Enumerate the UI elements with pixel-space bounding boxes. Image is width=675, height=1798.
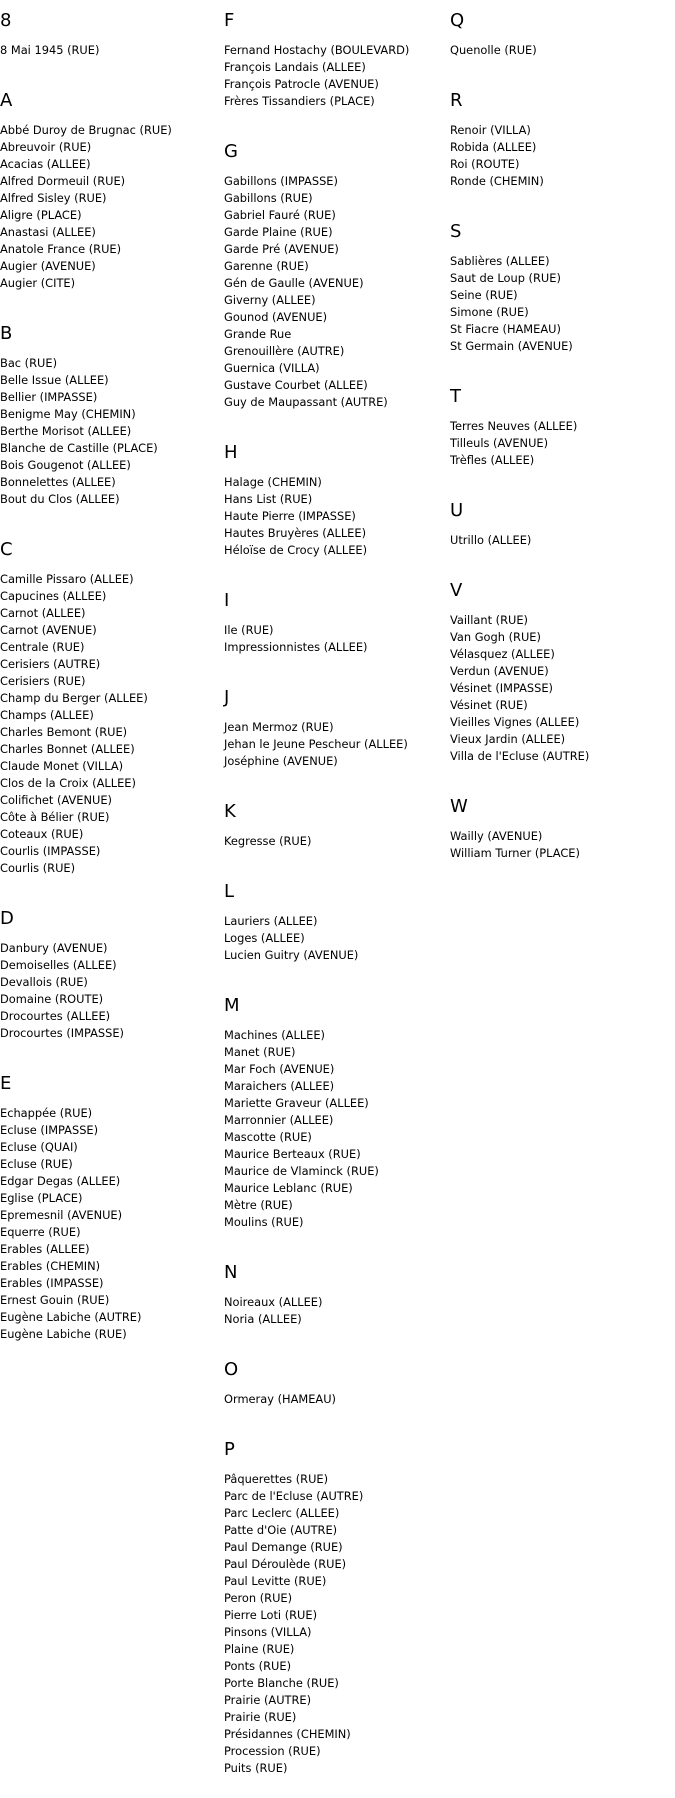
letter-heading: V xyxy=(450,580,463,601)
street-link[interactable]: Quenolle (RUE) xyxy=(450,43,537,57)
street-link[interactable]: Mar Foch (AVENUE) xyxy=(224,1062,335,1076)
street-link[interactable]: Belle Issue (ALLEE) xyxy=(0,373,109,387)
street-link[interactable]: Camille Pissaro (ALLEE) xyxy=(0,572,134,586)
street-link[interactable]: Drocourtes (IMPASSE) xyxy=(0,1026,125,1040)
letter-heading: D xyxy=(0,908,15,929)
street-link[interactable]: Vésinet (IMPASSE) xyxy=(450,681,553,695)
street-link[interactable]: Acacias (ALLEE) xyxy=(0,157,91,171)
street-link[interactable]: Berthe Morisot (ALLEE) xyxy=(0,424,132,438)
street-link[interactable]: Centrale (RUE) xyxy=(0,640,85,654)
letter-heading: B xyxy=(0,323,13,344)
street-link[interactable]: Gustave Courbet (ALLEE) xyxy=(224,378,368,392)
street-link[interactable]: Claude Monet (VILLA) xyxy=(0,759,124,773)
street-link[interactable]: Peron (RUE) xyxy=(224,1591,293,1605)
street-list xyxy=(450,418,672,469)
street-link[interactable]: Courlis (RUE) xyxy=(0,861,76,875)
street-link[interactable]: Prairie (RUE) xyxy=(224,1710,297,1724)
street-link[interactable]: Vélasquez (ALLEE) xyxy=(450,647,555,661)
letter-heading: U xyxy=(450,500,464,521)
street-link[interactable]: Patte d'Oie (AUTRE) xyxy=(224,1523,338,1537)
street-link[interactable]: Ponts (RUE) xyxy=(224,1659,292,1673)
street-link[interactable]: Porte Blanche (RUE) xyxy=(224,1676,339,1690)
street-link[interactable]: Danbury (AVENUE) xyxy=(0,941,108,955)
street-link[interactable]: Ernest Gouin (RUE) xyxy=(0,1293,110,1307)
letter-heading: P xyxy=(224,1439,236,1460)
street-link[interactable]: Frères Tissandiers (PLACE) xyxy=(224,94,375,108)
letter-heading: F xyxy=(224,10,235,31)
street-link[interactable]: Procession (RUE) xyxy=(224,1744,321,1758)
street-list xyxy=(224,1027,446,1231)
street-link[interactable]: Jehan le Jeune Pescheur (ALLEE) xyxy=(224,737,408,751)
street-link[interactable]: Ecluse (RUE) xyxy=(0,1157,73,1171)
letter-heading: 8 xyxy=(0,10,12,31)
street-link[interactable]: Fernand Hostachy (BOULEVARD) xyxy=(224,43,410,57)
street-link[interactable]: Maurice de Vlaminck (RUE) xyxy=(224,1164,379,1178)
street-link[interactable]: Erables (CHEMIN) xyxy=(0,1259,101,1273)
street-link[interactable]: Abbé Duroy de Brugnac (RUE) xyxy=(0,123,172,137)
letter-section xyxy=(0,80,222,292)
street-link[interactable]: Equerre (RUE) xyxy=(0,1225,81,1239)
street-link[interactable]: Robida (ALLEE) xyxy=(450,140,537,154)
street-link[interactable]: Bois Gougenot (ALLEE) xyxy=(0,458,131,472)
street-link[interactable]: Marronnier (ALLEE) xyxy=(224,1113,334,1127)
letter-heading: W xyxy=(450,796,469,817)
letter-heading: E xyxy=(0,1073,12,1094)
street-link[interactable]: Seine (RUE) xyxy=(450,288,518,302)
street-link[interactable]: Gén de Gaulle (AVENUE) xyxy=(224,276,364,290)
street-list xyxy=(224,173,446,411)
street-link[interactable]: Sablières (ALLEE) xyxy=(450,254,550,268)
street-link[interactable]: Gounod (AVENUE) xyxy=(224,310,328,324)
street-link[interactable]: Grenouillère (AUTRE) xyxy=(224,344,345,358)
street-link[interactable]: Trèfles (ALLEE) xyxy=(450,453,535,467)
street-link[interactable]: Joséphine (AVENUE) xyxy=(224,754,338,768)
letter-section xyxy=(0,0,222,59)
street-list xyxy=(224,833,446,850)
street-list xyxy=(450,122,672,190)
street-link[interactable]: Echappée (RUE) xyxy=(0,1106,93,1120)
letter-section xyxy=(450,211,672,355)
letter-section xyxy=(224,580,446,656)
street-link[interactable]: Ecluse (IMPASSE) xyxy=(0,1123,99,1137)
street-link[interactable]: Hans List (RUE) xyxy=(224,492,313,506)
street-link[interactable]: Capucines (ALLEE) xyxy=(0,589,107,603)
street-link[interactable]: Vésinet (RUE) xyxy=(450,698,528,712)
street-link[interactable]: Ecluse (QUAI) xyxy=(0,1140,78,1154)
street-link[interactable]: Eugène Labiche (RUE) xyxy=(0,1327,127,1341)
street-link[interactable]: Devallois (RUE) xyxy=(0,975,88,989)
street-link[interactable]: Carnot (ALLEE) xyxy=(0,606,86,620)
street-link[interactable]: Lauriers (ALLEE) xyxy=(224,914,318,928)
street-link[interactable]: François Landais (ALLEE) xyxy=(224,60,366,74)
letter-section xyxy=(224,131,446,411)
street-link[interactable]: Guy de Maupassant (AUTRE) xyxy=(224,395,388,409)
street-link[interactable]: Loges (ALLEE) xyxy=(224,931,305,945)
street-link[interactable]: Tilleuls (AVENUE) xyxy=(450,436,549,450)
street-link[interactable]: Bonnelettes (ALLEE) xyxy=(0,475,116,489)
letter-heading: O xyxy=(224,1359,239,1380)
street-list xyxy=(224,622,446,656)
street-link[interactable]: Machines (ALLEE) xyxy=(224,1028,326,1042)
street-link[interactable]: Erables (ALLEE) xyxy=(0,1242,90,1256)
street-link[interactable]: Haute Pierre (IMPASSE) xyxy=(224,509,356,523)
street-list xyxy=(0,122,222,292)
letter-heading: J xyxy=(224,687,230,708)
street-link[interactable]: Courlis (IMPASSE) xyxy=(0,844,101,858)
letter-heading: A xyxy=(0,90,13,111)
letter-heading: R xyxy=(450,90,464,111)
street-list xyxy=(224,1471,446,1777)
street-link[interactable]: Alfred Dormeuil (RUE) xyxy=(0,174,126,188)
street-link[interactable]: Ronde (CHEMIN) xyxy=(450,174,544,188)
street-link[interactable]: Aligre (PLACE) xyxy=(0,208,82,222)
street-link[interactable]: Blanche de Castille (PLACE) xyxy=(0,441,158,455)
street-link[interactable]: Puits (RUE) xyxy=(224,1761,288,1775)
street-link[interactable]: Héloïse de Crocy (ALLEE) xyxy=(224,543,368,557)
street-link[interactable]: Pâquerettes (RUE) xyxy=(224,1472,329,1486)
street-link[interactable]: François Patrocle (AVENUE) xyxy=(224,77,379,91)
street-list xyxy=(224,719,446,770)
street-link[interactable]: Gabriel Fauré (RUE) xyxy=(224,208,336,222)
street-link[interactable]: Pierre Loti (RUE) xyxy=(224,1608,318,1622)
street-link[interactable]: Parc Leclerc (ALLEE) xyxy=(224,1506,340,1520)
street-link[interactable]: Van Gogh (RUE) xyxy=(450,630,541,644)
letter-heading: T xyxy=(450,386,462,407)
street-link[interactable]: Demoiselles (ALLEE) xyxy=(0,958,117,972)
letter-section xyxy=(450,376,672,469)
street-list xyxy=(0,940,222,1042)
street-link[interactable]: Maurice Leblanc (RUE) xyxy=(224,1181,353,1195)
street-list xyxy=(450,42,672,59)
street-link[interactable]: 8 Mai 1945 (RUE) xyxy=(0,43,100,57)
street-link[interactable]: Vieilles Vignes (ALLEE) xyxy=(450,715,580,729)
street-index-column-2 xyxy=(224,0,446,1798)
letter-heading: C xyxy=(0,539,14,560)
street-list xyxy=(224,42,446,110)
street-link[interactable]: Lucien Guitry (AVENUE) xyxy=(224,948,359,962)
letter-section xyxy=(450,80,672,190)
letter-section xyxy=(224,677,446,770)
letter-heading: K xyxy=(224,801,237,822)
street-link[interactable]: Garde Pré (AVENUE) xyxy=(224,242,339,256)
street-list xyxy=(450,532,672,549)
street-list xyxy=(450,828,672,862)
street-link[interactable]: Pinsons (VILLA) xyxy=(224,1625,312,1639)
street-link[interactable]: Anatole France (RUE) xyxy=(0,242,122,256)
street-link[interactable]: Paul Déroulède (RUE) xyxy=(224,1557,347,1571)
street-link[interactable]: Noireaux (ALLEE) xyxy=(224,1295,323,1309)
street-link[interactable]: Guernica (VILLA) xyxy=(224,361,320,375)
letter-section xyxy=(450,786,672,862)
street-link[interactable]: Côte à Bélier (RUE) xyxy=(0,810,110,824)
letter-section xyxy=(224,871,446,964)
street-link[interactable]: Abreuvoir (RUE) xyxy=(0,140,92,154)
street-link[interactable]: Ile (RUE) xyxy=(224,623,274,637)
street-link[interactable]: Champ du Berger (ALLEE) xyxy=(0,691,148,705)
letter-section xyxy=(224,791,446,850)
street-link[interactable]: Cerisiers (AUTRE) xyxy=(0,657,101,671)
street-link[interactable]: Utrillo (ALLEE) xyxy=(450,533,532,547)
street-link[interactable]: Simone (RUE) xyxy=(450,305,529,319)
street-link[interactable]: Giverny (ALLEE) xyxy=(224,293,316,307)
street-link[interactable]: St Germain (AVENUE) xyxy=(450,339,573,353)
street-link[interactable]: Bac (RUE) xyxy=(0,356,58,370)
letter-section xyxy=(0,898,222,1042)
street-link[interactable]: Grande Rue xyxy=(224,327,292,341)
street-link[interactable]: Renoir (VILLA) xyxy=(450,123,531,137)
street-list xyxy=(0,571,222,877)
letter-section xyxy=(450,490,672,549)
street-link[interactable]: Eugène Labiche (AUTRE) xyxy=(0,1310,142,1324)
street-link[interactable]: Mariette Graveur (ALLEE) xyxy=(224,1096,369,1110)
street-link[interactable]: Plaine (RUE) xyxy=(224,1642,295,1656)
letter-heading: Q xyxy=(450,10,465,31)
letter-section xyxy=(224,1429,446,1777)
letter-heading: L xyxy=(224,881,235,902)
street-link[interactable]: Eglise (PLACE) xyxy=(0,1191,83,1205)
letter-section xyxy=(0,1063,222,1343)
street-list xyxy=(224,1391,446,1408)
street-link[interactable]: Kegresse (RUE) xyxy=(224,834,312,848)
street-link[interactable]: St Fiacre (HAMEAU) xyxy=(450,322,561,336)
street-link[interactable]: Cerisiers (RUE) xyxy=(0,674,86,688)
street-link[interactable]: Drocourtes (ALLEE) xyxy=(0,1009,111,1023)
street-list xyxy=(224,913,446,964)
street-link[interactable]: Jean Mermoz (RUE) xyxy=(224,720,334,734)
street-link[interactable]: William Turner (PLACE) xyxy=(450,846,580,860)
street-index-column-3 xyxy=(450,0,672,883)
letter-section xyxy=(0,313,222,508)
letter-section xyxy=(224,1349,446,1408)
street-link[interactable]: Augier (CITE) xyxy=(0,276,76,290)
street-link[interactable]: Benigme May (CHEMIN) xyxy=(0,407,136,421)
street-link[interactable]: Bout du Clos (ALLEE) xyxy=(0,492,120,506)
street-link[interactable]: Colifichet (AVENUE) xyxy=(0,793,112,807)
letter-heading: I xyxy=(224,590,230,611)
letter-section xyxy=(450,0,672,59)
street-link[interactable]: Hautes Bruyères (ALLEE) xyxy=(224,526,367,540)
street-link[interactable]: Ormeray (HAMEAU) xyxy=(224,1392,336,1406)
street-link[interactable]: Paul Levitte (RUE) xyxy=(224,1574,327,1588)
street-link[interactable]: Edgar Degas (ALLEE) xyxy=(0,1174,121,1188)
street-link[interactable]: Augier (AVENUE) xyxy=(0,259,96,273)
street-list xyxy=(224,1294,446,1328)
street-link[interactable]: Clos de la Croix (ALLEE) xyxy=(0,776,136,790)
street-list xyxy=(0,355,222,508)
street-link[interactable]: Villa de l'Ecluse (AUTRE) xyxy=(450,749,590,763)
street-link[interactable]: Vaillant (RUE) xyxy=(450,613,529,627)
street-list xyxy=(0,42,222,59)
street-list xyxy=(224,474,446,559)
letter-heading: S xyxy=(450,221,462,242)
letter-heading: G xyxy=(224,141,239,162)
letter-heading: M xyxy=(224,995,241,1016)
letter-section xyxy=(224,1252,446,1328)
street-list xyxy=(450,612,672,765)
street-index-column-1 xyxy=(0,0,222,1364)
letter-section xyxy=(0,529,222,877)
letter-section xyxy=(224,0,446,110)
letter-section xyxy=(224,432,446,559)
street-link[interactable]: Gabillons (IMPASSE) xyxy=(224,174,338,188)
street-link[interactable]: Roi (ROUTE) xyxy=(450,157,520,171)
street-link[interactable]: Carnot (AVENUE) xyxy=(0,623,97,637)
street-link[interactable]: Garde Plaine (RUE) xyxy=(224,225,333,239)
street-link[interactable]: Verdun (AVENUE) xyxy=(450,664,549,678)
street-link[interactable]: Maurice Berteaux (RUE) xyxy=(224,1147,361,1161)
letter-section xyxy=(224,985,446,1231)
street-link[interactable]: Impressionnistes (ALLEE) xyxy=(224,640,368,654)
street-link[interactable]: Bellier (IMPASSE) xyxy=(0,390,98,404)
street-link[interactable]: Charles Bonnet (ALLEE) xyxy=(0,742,135,756)
street-link[interactable]: Présidannes (CHEMIN) xyxy=(224,1727,351,1741)
street-link[interactable]: Garenne (RUE) xyxy=(224,259,309,273)
street-link[interactable]: Noria (ALLEE) xyxy=(224,1312,302,1326)
street-link[interactable]: Prairie (AUTRE) xyxy=(224,1693,312,1707)
street-link[interactable]: Mètre (RUE) xyxy=(224,1198,293,1212)
street-link[interactable]: Parc de l'Ecluse (AUTRE) xyxy=(224,1489,364,1503)
street-link[interactable]: Alfred Sisley (RUE) xyxy=(0,191,107,205)
street-link[interactable]: Gabillons (RUE) xyxy=(224,191,313,205)
street-link[interactable]: Terres Neuves (ALLEE) xyxy=(450,419,578,433)
street-link[interactable]: Vieux Jardin (ALLEE) xyxy=(450,732,566,746)
letter-heading: N xyxy=(224,1262,238,1283)
letter-heading: H xyxy=(224,442,239,463)
street-link[interactable]: Paul Demange (RUE) xyxy=(224,1540,343,1554)
street-link[interactable]: Charles Bemont (RUE) xyxy=(0,725,128,739)
street-link[interactable]: Erables (IMPASSE) xyxy=(0,1276,104,1290)
street-link[interactable]: Saut de Loup (RUE) xyxy=(450,271,561,285)
street-link[interactable]: Moulins (RUE) xyxy=(224,1215,304,1229)
street-link[interactable]: Wailly (AVENUE) xyxy=(450,829,543,843)
street-link[interactable]: Domaine (ROUTE) xyxy=(0,992,104,1006)
street-link[interactable]: Coteaux (RUE) xyxy=(0,827,84,841)
street-link[interactable]: Champs (ALLEE) xyxy=(0,708,94,722)
street-link[interactable]: Anastasi (ALLEE) xyxy=(0,225,96,239)
street-list xyxy=(450,253,672,355)
street-list xyxy=(0,1105,222,1343)
street-link[interactable]: Manet (RUE) xyxy=(224,1045,296,1059)
letter-section xyxy=(450,570,672,765)
street-link[interactable]: Maraichers (ALLEE) xyxy=(224,1079,335,1093)
street-link[interactable]: Halage (CHEMIN) xyxy=(224,475,322,489)
street-link[interactable]: Epremesnil (AVENUE) xyxy=(0,1208,123,1222)
street-link[interactable]: Mascotte (RUE) xyxy=(224,1130,312,1144)
